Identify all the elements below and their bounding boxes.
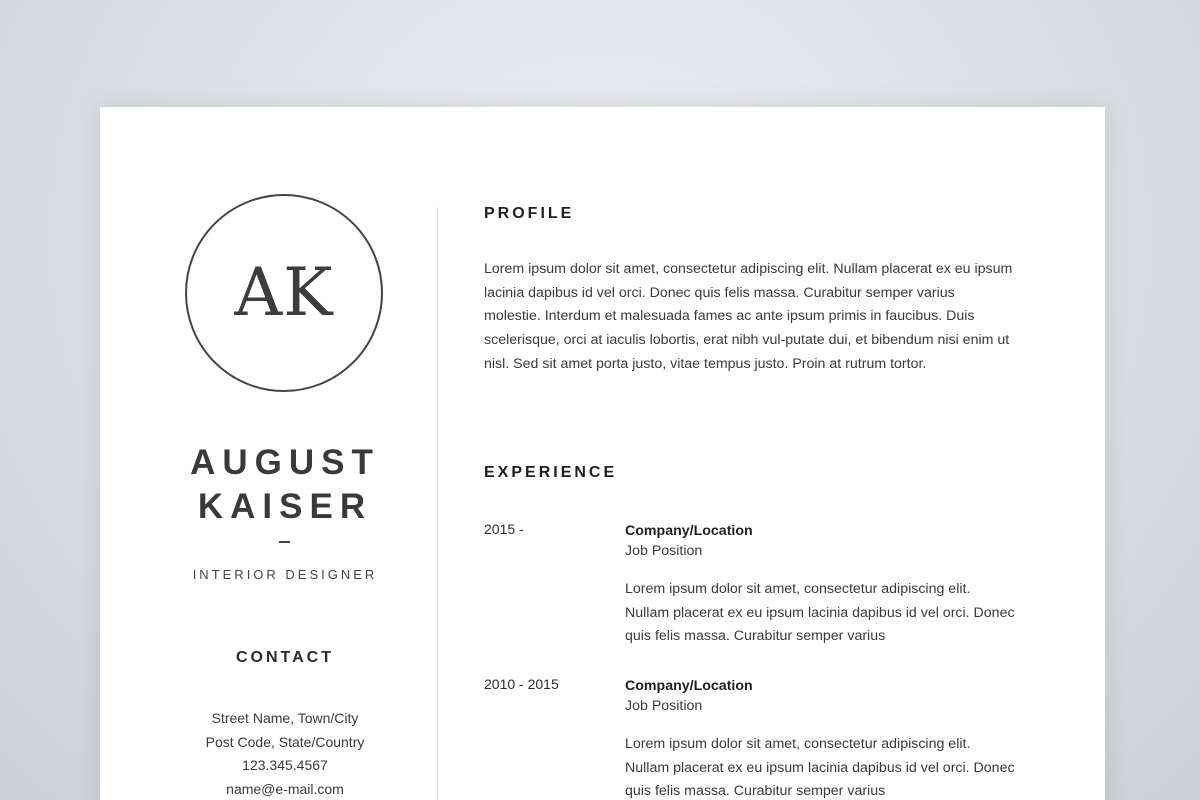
contact-heading: CONTACT (235, 649, 335, 666)
profile-heading: PROFILE (484, 205, 575, 222)
profile-text: Lorem ipsum dolor sit amet, consectetur adipiscing elit. Nullam placerat ex eu ipsum lacinia dapibus id vel orci. Donec quis felis massa. Curabitur semper varius molestie. Interdum et malesuada fames ac ante ipsum primis in faucibus. Duis scelerisque, orci at iaculis lobortis, erat nibh vul-putate dui, et bibendum nisi enim ut nisl. Sed sit amet porta justo, vitae tempus justo. Proin at rutrum tortor. (484, 261, 1013, 372)
experience-date: 2015 - (484, 521, 524, 537)
last-name: KAISER (197, 487, 373, 526)
contact-email: name@e-mail.com (226, 780, 344, 797)
resume-page (100, 107, 1105, 800)
contact-address: Street Name, Town/City (211, 710, 359, 726)
contact-list (100, 707, 470, 800)
contact-postcode: Post Code, State/Country (205, 733, 365, 750)
experience-heading: EXPERIENCE (484, 464, 618, 481)
experience-description: Lorem ipsum dolor sit amet, consectetur adipiscing elit. Nullam placerat ex eu ipsum lacinia dapibus id vel orci. Donec quis felis massa. Curabitur semper varius (625, 581, 1015, 645)
experience-date: 2010 - 2015 (484, 676, 559, 692)
monogram-initials: AK (234, 254, 334, 331)
experience-position: Job Position (625, 698, 703, 714)
sidebar (100, 107, 470, 800)
experience-company: Company/Location (625, 678, 753, 694)
experience-details (625, 676, 1015, 800)
name-divider-dash (279, 541, 290, 543)
experience-company: Company/Location (625, 523, 753, 539)
monogram-circle (185, 194, 383, 392)
experience-position: Job Position (625, 543, 703, 559)
column-divider (437, 207, 438, 800)
experience-details (625, 521, 1015, 649)
first-name: AUGUST (190, 443, 380, 482)
contact-phone: 123.345.4567 (242, 757, 328, 773)
job-title: INTERIOR DESIGNER (192, 567, 378, 582)
experience-description: Lorem ipsum dolor sit amet, consectetur adipiscing elit. Nullam placerat ex eu ipsum lacinia dapibus id vel orci. Donec quis felis massa. Curabitur semper varius (625, 736, 1015, 800)
